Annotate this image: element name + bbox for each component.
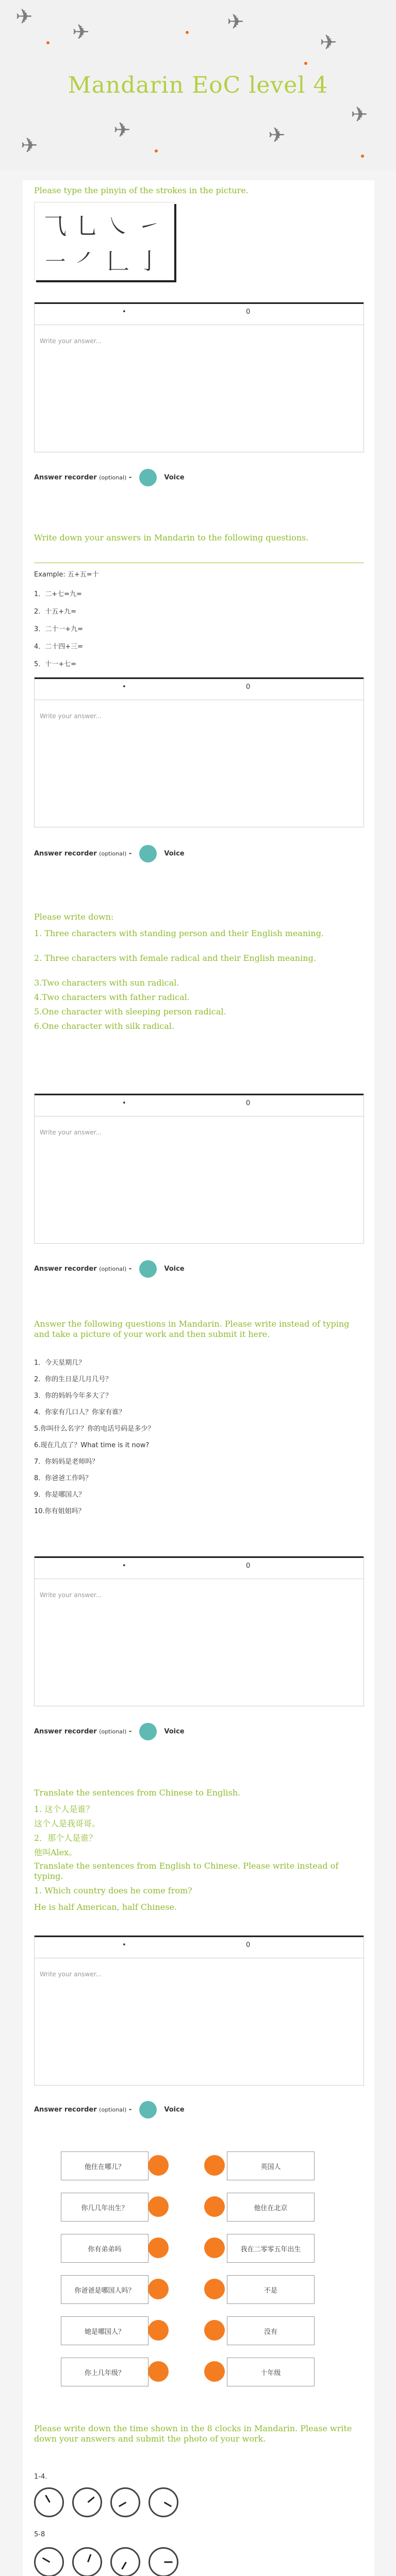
- clock-group-label: 5-8: [34, 2531, 45, 2538]
- answer-placeholder: Write your answer...: [40, 1129, 102, 1136]
- swallow-icon: ✈: [227, 10, 244, 34]
- answer-editor[interactable]: [34, 302, 364, 452]
- word-count: 0: [246, 308, 251, 316]
- answer-placeholder: Write your answer...: [40, 1971, 102, 1978]
- recorder-sep: -: [128, 2106, 132, 2114]
- answer-recorder: [34, 845, 185, 862]
- answer-placeholder: Write your answer...: [40, 713, 102, 720]
- q5-item: 2．那个人是谁？: [34, 1833, 97, 1843]
- editor-toolbar: [35, 302, 364, 325]
- swallow-icon: ✈: [113, 118, 131, 142]
- clock-icon: [148, 2547, 178, 2576]
- word-count: 0: [246, 683, 251, 691]
- record-voice-button[interactable]: [139, 1260, 157, 1278]
- swallow-icon: ✈: [21, 134, 38, 158]
- voice-label: Voice: [164, 473, 185, 482]
- match-connector[interactable]: [148, 2196, 169, 2217]
- q4-item: 9．你是哪国人？: [34, 1491, 86, 1499]
- match-connector[interactable]: [204, 2196, 225, 2217]
- q5-item: 这个人是我哥哥。: [34, 1819, 101, 1828]
- answer-recorder: [34, 1723, 185, 1740]
- q4-item: 2．你的生日是几月几号？: [34, 1376, 112, 1383]
- editor-toolbar: [35, 1556, 364, 1579]
- word-count: 0: [246, 1562, 251, 1570]
- match-right-item[interactable]: 他住在北京: [227, 2193, 315, 2222]
- answer-recorder: [34, 2101, 185, 2119]
- question-1-prompt: Please type the pinyin of the strokes in the picture.: [34, 185, 249, 195]
- toolbar-indicator[interactable]: •: [122, 308, 126, 316]
- match-connector[interactable]: [148, 2238, 169, 2258]
- clock-icon: [148, 2487, 178, 2517]
- recorder-optional: (optional): [99, 2106, 127, 2113]
- editor-toolbar: [35, 1094, 364, 1116]
- swallow-icon: ✈: [72, 21, 90, 44]
- match-left-item[interactable]: 她是哪国人？: [61, 2316, 148, 2345]
- swallow-icon: ✈: [351, 103, 368, 127]
- recorder-label: Answer recorder: [34, 473, 97, 482]
- clock-icon: [110, 2487, 140, 2517]
- record-voice-button[interactable]: [139, 845, 157, 862]
- toolbar-indicator[interactable]: •: [122, 1941, 126, 1949]
- match-connector[interactable]: [204, 2361, 225, 2382]
- clock-icon: [72, 2487, 102, 2517]
- decor-dot: [155, 149, 158, 152]
- q5-item: 1. 这个人是谁？: [34, 1804, 94, 1814]
- match-left-item[interactable]: 他住在哪儿？: [61, 2151, 148, 2180]
- record-voice-button[interactable]: [139, 1723, 157, 1740]
- toolbar-indicator[interactable]: •: [122, 1099, 126, 1107]
- q4-item: 1．今天星期几？: [34, 1359, 86, 1367]
- q5-item: 他叫Alex。: [34, 1848, 77, 1857]
- q3-line: 1. Three characters with standing person and their English meaning.: [34, 928, 324, 938]
- question-7-prompt: Please write down the time shown in the 8 clocks in Mandarin. Please write down your answers and submit the photo of your work.: [34, 2424, 352, 2444]
- recorder-label: Answer recorder: [34, 850, 97, 858]
- toolbar-indicator[interactable]: •: [122, 683, 126, 691]
- q4-item: 10.你有姐姐吗？: [34, 1507, 85, 1515]
- question-5-prompt: Translate the sentences from Chinese to English.: [34, 1788, 241, 1798]
- match-left-item[interactable]: 你爸爸是哪国人吗？: [61, 2275, 148, 2304]
- q2-example: Example: 五+五=十: [34, 571, 99, 579]
- voice-label: Voice: [164, 2106, 185, 2114]
- answer-editor[interactable]: [34, 677, 364, 827]
- swallow-icon: ✈: [15, 5, 33, 29]
- header-banner: [0, 0, 396, 170]
- question-5b-prompt: Translate the sentences from English to Chinese. Please write instead of typing.: [34, 1861, 339, 1881]
- recorder-label: Answer recorder: [34, 2106, 97, 2114]
- record-voice-button[interactable]: [139, 2101, 157, 2119]
- q4-item: 8．你爸爸工作吗？: [34, 1475, 92, 1482]
- recorder-optional: (optional): [99, 850, 127, 857]
- swallow-icon: ✈: [268, 124, 286, 147]
- voice-label: Voice: [164, 850, 185, 858]
- answer-placeholder: Write your answer...: [40, 1591, 102, 1599]
- match-left-item[interactable]: 你上几年级？: [61, 2358, 148, 2386]
- recorder-sep: -: [128, 1265, 132, 1273]
- editor-toolbar: [35, 677, 364, 700]
- answer-editor[interactable]: [34, 1556, 364, 1706]
- q3-line: 5.One character with sleeping person radical.: [34, 1007, 226, 1016]
- recorder-sep: -: [128, 473, 132, 482]
- strokes-image: ⺄ 乚 ㇏ ㇀ ㇐ ㇒ 𠃊 亅: [34, 202, 174, 280]
- match-connector[interactable]: [148, 2320, 169, 2341]
- q4-item: 3．你的妈妈今年多大了？: [34, 1392, 112, 1400]
- match-right-item[interactable]: 我在二零零五年出生: [227, 2234, 315, 2263]
- decor-dot: [304, 62, 307, 65]
- word-count: 0: [246, 1099, 251, 1107]
- q5b-item: He is half American, half Chinese.: [34, 1902, 177, 1912]
- worksheet-card: [23, 180, 374, 2576]
- answer-editor[interactable]: [34, 1093, 364, 1244]
- q2-item: 2．十五+九=: [34, 608, 77, 616]
- decor-dot: [46, 41, 50, 44]
- match-connector[interactable]: [204, 2155, 225, 2176]
- match-connector[interactable]: [148, 2361, 169, 2382]
- clock-icon: [34, 2487, 64, 2517]
- match-right-item[interactable]: 没有: [227, 2316, 315, 2345]
- recorder-optional: (optional): [99, 474, 127, 481]
- recorder-sep: -: [128, 1727, 132, 1736]
- decor-dot: [186, 31, 189, 34]
- decor-dot: [361, 155, 364, 158]
- clock-icon: [34, 2547, 64, 2576]
- match-connector[interactable]: [204, 2320, 225, 2341]
- word-count: 0: [246, 1941, 251, 1949]
- match-connector[interactable]: [204, 2238, 225, 2258]
- q3-line: 6.One character with silk radical.: [34, 1021, 174, 1031]
- match-connector[interactable]: [148, 2155, 169, 2176]
- q4-item: 6.现在几点了？What time is it now?: [34, 1442, 150, 1449]
- match-right-item[interactable]: 十年级: [227, 2358, 315, 2386]
- clock-icon: [72, 2547, 102, 2576]
- toolbar-indicator[interactable]: •: [122, 1562, 126, 1570]
- q2-item: 1．二+七=九=: [34, 590, 82, 598]
- q5b-item: 1. Which country does he come from?: [34, 1886, 192, 1895]
- q2-item: 3．二十一+九=: [34, 625, 84, 633]
- match-right-item[interactable]: 不是: [227, 2275, 315, 2304]
- voice-label: Voice: [164, 1265, 185, 1273]
- record-voice-button[interactable]: [139, 469, 157, 486]
- recorder-sep: -: [128, 850, 132, 858]
- voice-label: Voice: [164, 1727, 185, 1736]
- match-connector[interactable]: [148, 2279, 169, 2299]
- q4-item: 7．你妈妈是老师吗？: [34, 1458, 99, 1466]
- question-2-prompt: Write down your answers in Mandarin to the following questions.: [34, 533, 309, 543]
- q2-item: 4．二十四+三=: [34, 643, 84, 651]
- q4-item: 5.你叫什么名字？你的电话号码是多少？: [34, 1425, 155, 1433]
- recorder-optional: (optional): [99, 1728, 127, 1735]
- q3-line: 3.Two characters with sun radical.: [34, 978, 179, 988]
- match-connector[interactable]: [204, 2279, 225, 2299]
- page-title: Mandarin EoC level 4: [68, 72, 328, 98]
- swallow-icon: ✈: [320, 31, 337, 55]
- answer-recorder: [34, 1260, 185, 1278]
- q3-line: 4.Two characters with father radical.: [34, 992, 190, 1002]
- clock-icon: [110, 2547, 140, 2576]
- question-4-prompt: Answer the following questions in Mandarin. Please write instead of typing and take a picture of your work and then submit it here.: [34, 1319, 350, 1339]
- answer-recorder: [34, 469, 185, 486]
- q3-line: Please write down:: [34, 912, 114, 922]
- q2-item: 5．十一+七=: [34, 660, 77, 668]
- editor-toolbar: [35, 1936, 364, 1958]
- match-right-item[interactable]: 英国人: [227, 2151, 315, 2180]
- recorder-label: Answer recorder: [34, 1265, 97, 1273]
- answer-placeholder: Write your answer...: [40, 337, 102, 345]
- answer-editor[interactable]: [34, 1935, 364, 2086]
- q3-line: 2. Three characters with female radical and their English meaning.: [34, 953, 316, 963]
- recorder-optional: (optional): [99, 1265, 127, 1273]
- clock-group-label: 1-4.: [34, 2473, 47, 2481]
- match-left-item[interactable]: 你有弟弟吗: [61, 2234, 148, 2263]
- recorder-label: Answer recorder: [34, 1727, 97, 1736]
- match-left-item[interactable]: 你几几年出生？: [61, 2193, 148, 2222]
- q4-item: 4．你家有几口人？你家有谁？: [34, 1409, 126, 1416]
